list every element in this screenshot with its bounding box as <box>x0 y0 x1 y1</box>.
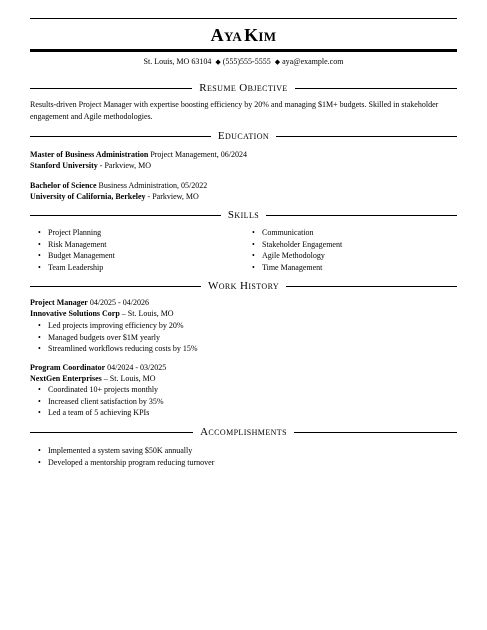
list-item: • Coordinated 10+ projects monthly <box>36 384 164 396</box>
job-bullets-2 <box>36 384 164 419</box>
heading-rule <box>30 215 221 216</box>
first-name: Aya <box>210 25 243 45</box>
section-title: Skills <box>227 209 260 221</box>
list-item: • Led projects improving efficiency by 20% <box>36 320 198 332</box>
list-item: • Led a team of 5 achieving KPIs <box>36 407 164 419</box>
education-school-2: University of California, Berkeley - Parkview, MO <box>30 192 199 201</box>
section-title: Resume Objective <box>199 82 288 94</box>
education-degree-2: Bachelor of Science Business Administration, 05/2022 <box>30 181 208 190</box>
diamond-icon: ◆ <box>274 58 281 66</box>
job-bullets-1 <box>36 320 198 355</box>
job-title-2: Program Coordinator 04/2024 - 03/2025 <box>30 363 167 372</box>
contact-location: St. Louis, MO 63104 <box>143 57 212 66</box>
skills-list-left <box>36 227 115 273</box>
section-heading-objective <box>30 82 457 94</box>
heading-rule <box>30 432 193 433</box>
last-name: Kim <box>244 25 277 45</box>
list-item: • Agile Methodology <box>250 250 342 262</box>
list-item: • Increased client satisfaction by 35% <box>36 396 164 408</box>
objective-text: Results-driven Project Manager with expertise boosting efficiency by 20% and managing $1M+ budgets. Skilled in stakeholder engagement and Agile methodologies. <box>30 100 439 121</box>
list-item: • Time Management <box>250 262 342 274</box>
heading-rule <box>276 136 457 137</box>
list-item: • Communication <box>250 227 342 239</box>
section-heading-education <box>30 130 457 142</box>
section-title: Education <box>217 130 270 142</box>
skills-list-right <box>250 227 342 273</box>
candidate-name <box>30 25 457 46</box>
list-item: • Streamlined workflows reducing costs by 15% <box>36 343 198 355</box>
job-company-1: Innovative Solutions Corp – St. Louis, MO <box>30 309 174 318</box>
heading-rule <box>286 286 457 287</box>
heading-rule <box>295 88 457 89</box>
education-degree-1: Master of Business Administration Project Management, 06/2024 <box>30 150 247 159</box>
job-company-2: NextGen Enterprises – St. Louis, MO <box>30 374 156 383</box>
list-item: • Project Planning <box>36 227 115 239</box>
section-title: Accomplishments <box>200 426 287 438</box>
list-item: • Stakeholder Engagement <box>250 239 342 251</box>
section-heading-work <box>30 280 457 292</box>
section-title: Work History <box>207 280 280 292</box>
contact-phone: (555)555-5555 <box>222 57 271 66</box>
section-heading-skills <box>30 209 457 221</box>
job-title-1: Project Manager 04/2025 - 04/2026 <box>30 298 149 307</box>
list-item: • Team Leadership <box>36 262 115 274</box>
contact-email[interactable]: aya@example.com <box>282 57 344 66</box>
heading-rule <box>266 215 457 216</box>
heading-rule <box>30 136 211 137</box>
accomplishments-list <box>36 445 214 468</box>
diamond-icon: ◆ <box>215 58 221 66</box>
list-item: • Risk Management <box>36 239 115 251</box>
contact-line <box>30 57 457 66</box>
list-item: • Implemented a system saving $50K annually <box>36 445 214 457</box>
heading-rule <box>294 432 457 433</box>
heading-rule <box>30 286 201 287</box>
heading-rule <box>30 88 192 89</box>
list-item: • Developed a mentorship program reducing turnover <box>36 457 214 469</box>
name-underline <box>30 49 457 52</box>
section-heading-accomplishments <box>30 426 457 438</box>
education-school-1: Stanford University - Parkview, MO <box>30 161 152 170</box>
list-item: • Budget Management <box>36 250 115 262</box>
list-item: • Managed budgets over $1M yearly <box>36 332 198 344</box>
top-rule <box>30 18 457 19</box>
